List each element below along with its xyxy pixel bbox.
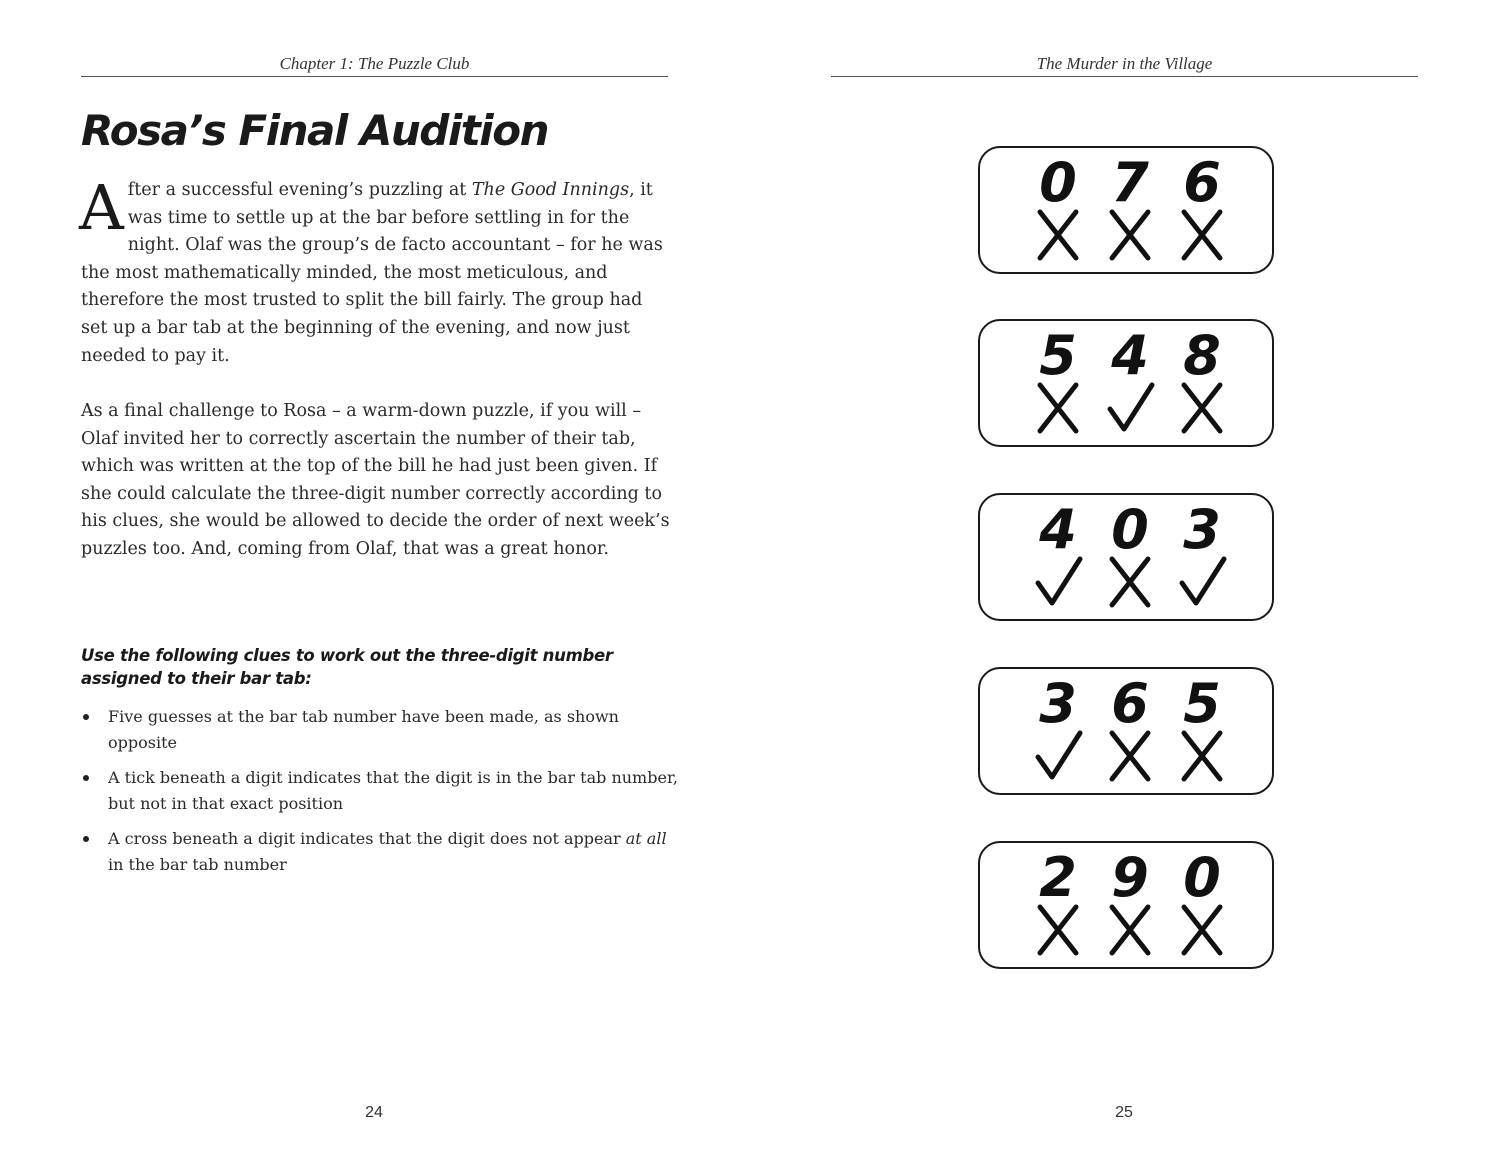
guess-box xyxy=(978,667,1274,795)
cross-icon xyxy=(1040,907,1076,953)
cross-icon xyxy=(1184,733,1220,779)
clue-text-end: in the bar tab number xyxy=(108,854,287,874)
bullet-icon xyxy=(83,775,89,781)
guess-graphic xyxy=(980,321,1272,445)
guess-graphic xyxy=(980,148,1272,272)
guess-digit: 0 xyxy=(1183,846,1221,909)
clue-list xyxy=(81,704,681,887)
clue-item xyxy=(81,704,681,755)
guess-digit: 6 xyxy=(1111,672,1149,735)
cross-icon xyxy=(1184,385,1220,431)
tick-icon xyxy=(1182,559,1224,603)
guess-digit: 3 xyxy=(1183,498,1221,561)
cross-icon xyxy=(1040,212,1076,258)
guess-graphic xyxy=(980,495,1272,619)
bullet-icon xyxy=(83,836,89,842)
bullet-icon xyxy=(83,714,89,720)
guess-digit: 2 xyxy=(1039,846,1077,909)
page-number-left: 24 xyxy=(365,1104,383,1121)
page-title: Rosa’s Final Audition xyxy=(81,106,548,155)
clue-text: Five guesses at the bar tab number have been made, as shown opposite xyxy=(108,707,619,752)
guess-digit: 0 xyxy=(1111,498,1149,561)
running-head-right: The Murder in the Village xyxy=(831,52,1418,77)
instruction-text: Use the following clues to work out the three-digit number assigned to their bar tab: xyxy=(81,646,613,688)
cross-icon xyxy=(1184,212,1220,258)
clue-item xyxy=(81,826,681,877)
guess-graphic xyxy=(980,843,1272,967)
guess-digit: 0 xyxy=(1039,151,1077,214)
paragraph-2: As a final challenge to Rosa – a warm-down puzzle, if you will – Olaf invited her to correctly ascertain the number of their tab, which was written at the top of the bill he had just been given. If she could calculate the three-digit number correctly according to his clues, she would be allowed to decide the order of next week’s puzzles too. And, coming from Olaf, that was a great honor. xyxy=(81,401,670,559)
cross-icon xyxy=(1112,559,1148,605)
drop-cap: A xyxy=(79,171,124,244)
clue-text: A tick beneath a digit indicates that the digit is in the bar tab number, but not in that exact position xyxy=(108,768,678,813)
cross-icon xyxy=(1112,212,1148,258)
guess-graphic xyxy=(980,669,1272,793)
guess-box xyxy=(978,146,1274,274)
guess-digit: 3 xyxy=(1039,672,1077,735)
guess-digit: 8 xyxy=(1183,324,1221,387)
tick-icon xyxy=(1110,385,1152,429)
right-page xyxy=(750,0,1500,1174)
tick-icon xyxy=(1038,733,1080,777)
clue-item xyxy=(81,765,681,816)
paragraph-1 xyxy=(79,171,671,370)
guess-digit: 5 xyxy=(1183,672,1221,735)
cross-icon xyxy=(1112,907,1148,953)
cross-icon xyxy=(1112,733,1148,779)
guess-digit: 7 xyxy=(1111,151,1149,214)
tick-icon xyxy=(1038,559,1080,603)
paragraph-1-part-1: fter a successful evening’s puzzling at xyxy=(127,180,472,200)
clue-text: A cross beneath a digit indicates that the digit does not appear xyxy=(108,829,626,848)
cross-icon xyxy=(1040,385,1076,431)
guess-box xyxy=(978,841,1274,969)
guess-digit: 6 xyxy=(1183,151,1221,214)
running-head-left: Chapter 1: The Puzzle Club xyxy=(81,52,668,77)
guess-box xyxy=(978,319,1274,447)
pub-name: The Good Innings xyxy=(471,180,630,200)
page-number-right: 25 xyxy=(1115,1104,1133,1121)
cross-icon xyxy=(1184,907,1220,953)
guess-digit: 4 xyxy=(1039,498,1077,561)
clue-emphasis: at all xyxy=(625,829,667,848)
guess-box xyxy=(978,493,1274,621)
paragraph-1-part-2: , it was time to settle up at the bar before settling in for the night. Olaf was the group’s de facto accountant – for he was the most mathematically minded, the most meticulous, and therefore the most trusted to split the bill fairly. The group had set up a bar tab at the beginning of the evening, and now just needed to pay it. xyxy=(81,180,663,366)
guess-digit: 5 xyxy=(1039,324,1077,387)
guess-digit: 9 xyxy=(1111,846,1149,909)
guess-digit: 4 xyxy=(1111,324,1149,387)
